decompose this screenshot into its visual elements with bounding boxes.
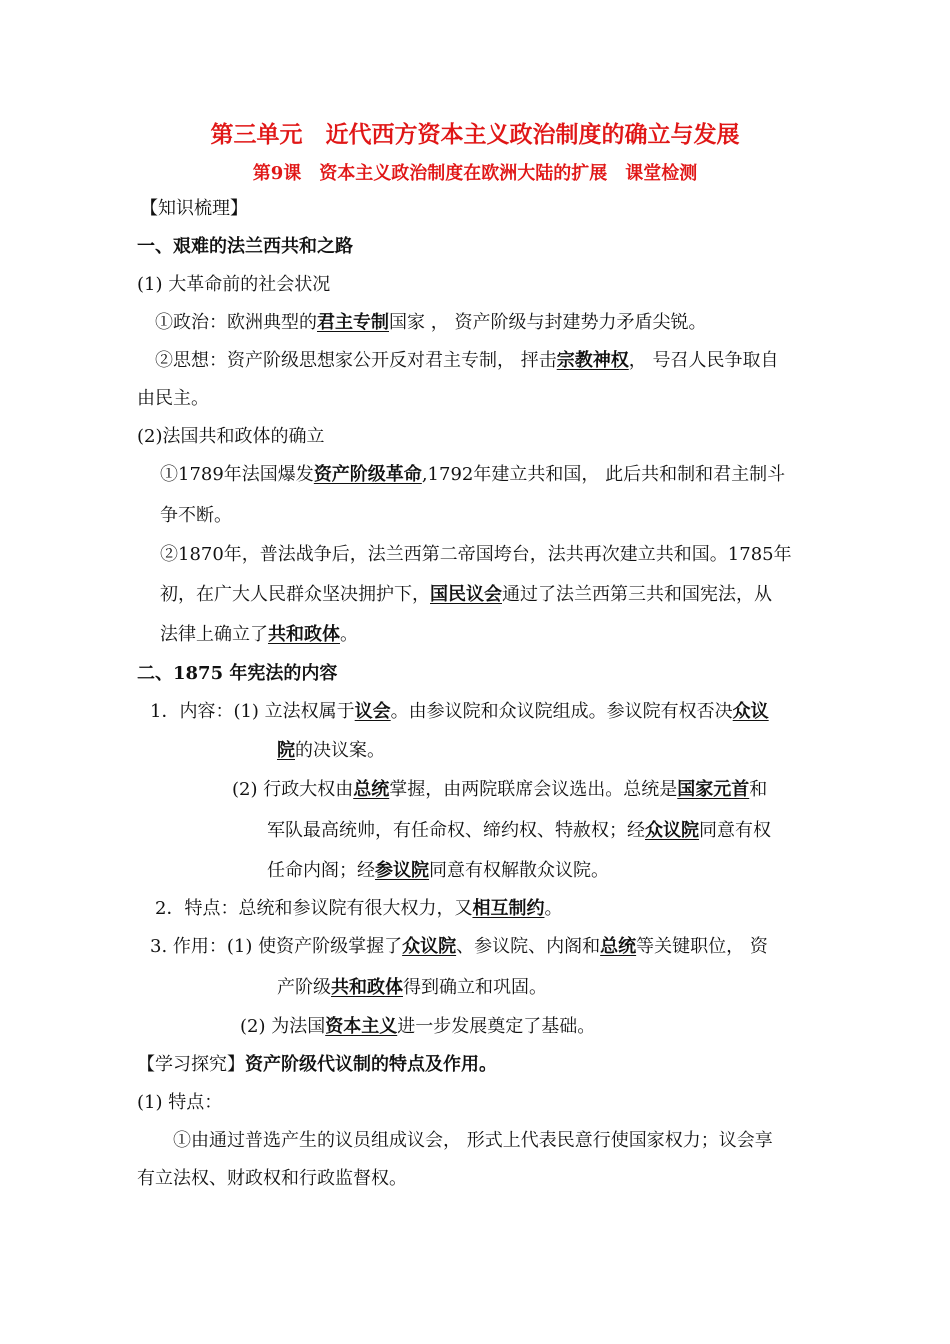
text: 法律上确立了	[160, 624, 268, 645]
key-term: 总统	[353, 779, 390, 800]
text: 和	[749, 779, 768, 800]
page-subtitle: 第9课 资本主义政治制度在欧洲大陆的扩展 课堂检测	[252, 163, 698, 184]
text: 任命内阁；经	[267, 860, 375, 881]
sec2-item1-sub2-line1	[232, 778, 767, 802]
sec1-sub1-label: (1) 大革命前的社会状况	[137, 274, 331, 295]
text: (2) 为法国	[240, 1016, 326, 1037]
text: ②思想：资产阶级思想家公开反对君主专制， 抨击	[155, 350, 557, 371]
key-term: 共和政体	[331, 977, 403, 998]
sec1-sub2-p2-line3	[160, 623, 358, 647]
text: 1．内容：(1) 立法权属于	[150, 701, 355, 722]
key-term: 参议院	[375, 860, 429, 881]
sec2-item3-line2	[277, 976, 547, 1000]
text: 。	[340, 624, 358, 645]
text: 得到确立和巩固。	[403, 977, 547, 998]
sec2-item3-sub2	[240, 1015, 595, 1039]
sec1-sub2-p2-line1: ②1870年，普法战争后，法兰西第二帝国垮台，法共再次建立共和国。1785年	[160, 544, 792, 565]
sec2-item1-line2	[277, 739, 385, 763]
explore-sub1: (1) 特点：	[137, 1092, 223, 1113]
text: 的决议案。	[295, 740, 385, 761]
sec1-sub1-p2	[155, 349, 778, 373]
text: ， 号召人民争取自	[628, 350, 779, 371]
explore-title: 资产阶级代议制的特点及作用。	[245, 1054, 497, 1075]
key-term: 资本主义	[325, 1016, 398, 1037]
text: (2) 行政大权由	[232, 779, 354, 800]
sec2-item3-line1	[150, 935, 768, 959]
key-term: 资产阶级革命	[313, 464, 422, 485]
key-term: 总统	[600, 936, 637, 957]
text: ,1792年建立共和国， 此后共和制和君主制斗	[421, 464, 786, 485]
key-term: 众议	[732, 701, 769, 722]
knowledge-header: 【知识梳理】	[140, 198, 248, 219]
sec1-sub2-p2-line2	[160, 583, 772, 607]
section-1-heading: 一、艰难的法兰西共和之路	[137, 236, 353, 257]
text: 国家 ， 资产阶级与封建势力矛盾尖锐。	[389, 312, 707, 333]
text: 2．特点：总统和参议院有很大权力，又	[155, 898, 473, 919]
key-term: 共和政体	[268, 624, 340, 645]
text: 、参议院、内阁和	[456, 936, 601, 957]
explore-heading	[137, 1053, 497, 1077]
sec1-sub2-p1	[160, 463, 785, 487]
sec1-sub1-p1	[155, 311, 706, 335]
text: 同意有权	[699, 820, 771, 841]
text: ①1789年法国爆发	[160, 464, 314, 485]
key-term: 院	[277, 740, 295, 761]
key-term: 宗教神权	[556, 350, 629, 371]
text: 同意有权解散众议院。	[429, 860, 609, 881]
explore-label: 【学习探究】	[137, 1054, 245, 1075]
text: 3. 作用：(1) 使资产阶级掌握了	[150, 936, 403, 957]
explore-p1-cont: 有立法权、财政权和行政监督权。	[137, 1168, 407, 1189]
key-term: 议会	[354, 701, 391, 722]
sec2-item2	[155, 897, 562, 921]
key-term: 君主专制	[317, 312, 389, 333]
sec1-sub2-p1-cont: 争不断。	[160, 505, 232, 526]
key-term: 众议院	[645, 820, 699, 841]
sec2-item1-line1	[150, 700, 769, 724]
key-term: 相互制约	[472, 898, 545, 919]
key-term: 国民议会	[430, 584, 502, 605]
text: 。	[544, 898, 563, 919]
sec2-item1-sub2-line2	[267, 819, 771, 843]
key-term: 众议院	[402, 936, 457, 957]
text: 军队最高统帅，有任命权、缔约权、特赦权；经	[267, 820, 645, 841]
text: 掌握，由两院联席会议选出。总统是	[389, 779, 678, 800]
text: 进一步发展奠定了基础。	[397, 1016, 596, 1037]
text: ①政治：欧洲典型的	[155, 312, 317, 333]
sec1-sub1-p2-cont: 由民主。	[137, 388, 209, 409]
sec1-sub2-label: (2)法国共和政体的确立	[137, 426, 325, 447]
sec2-item1-sub2-line3	[267, 859, 609, 883]
text: 通过了法兰西第三共和国宪法，从	[502, 584, 772, 605]
section-2-heading: 二、1875 年宪法的内容	[137, 663, 338, 684]
key-term: 国家元首	[677, 779, 750, 800]
explore-p1: ①由通过普选产生的议员组成议会， 形式上代表民意行使国家权力；议会享	[173, 1130, 773, 1151]
text: 初，在广大人民群众坚决拥护下，	[160, 584, 430, 605]
text: 。由参议院和众议院组成。参议院有权否决	[390, 701, 733, 722]
page-title: 第三单元 近代西方资本主义政治制度的确立与发展	[210, 121, 740, 148]
text: 等关键职位， 资	[636, 936, 768, 957]
text: 产阶级	[277, 977, 331, 998]
